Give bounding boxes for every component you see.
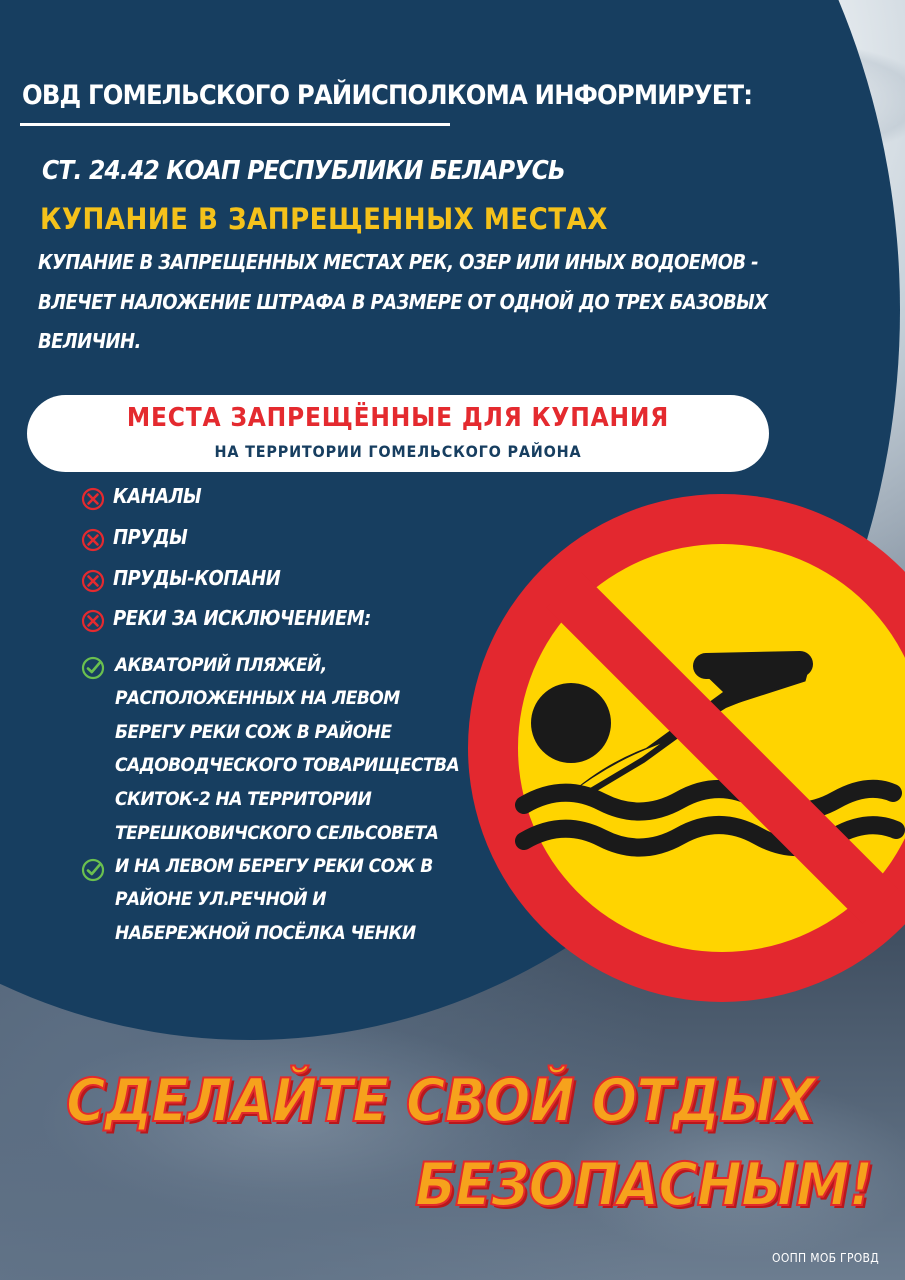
banner-title: МЕСТА ЗАПРЕЩЁННЫЕ ДЛЯ КУПАНИЯ [126,403,670,433]
banner-subtitle: НА ТЕРРИТОРИИ ГОМЕЛЬСКОГО РАЙОНА [214,442,582,461]
slogan-line: БЕЗОПАСНЫМ! [415,1150,873,1220]
banner [27,395,769,472]
exception-line: РАСПОЛОЖЕННЫХ НА ЛЕВОМ [115,687,400,709]
offense-subtitle: КУПАНИЕ В ЗАПРЕЩЕННЫХ МЕСТАХ [40,202,608,236]
exception-line: СКИТОК-2 НА ТЕРРИТОРИИ [115,788,372,810]
exception-line: БЕРЕГУ РЕКИ СОЖ В РАЙОНЕ [115,721,392,743]
exception-line: АКВАТОРИЙ ПЛЯЖЕЙ, [115,654,327,676]
header-title: ОВД ГОМЕЛЬСКОГО РАЙИСПОЛКОМА ИНФОРМИРУЕТ: [22,80,753,111]
check-circle-icon [81,656,105,680]
forbidden-item: ПРУДЫ-КОПАНИ [113,566,281,590]
exception-line: НАБЕРЕЖНОЙ ПОСЁЛКА ЧЕНКИ [115,922,416,944]
x-circle-icon [81,569,105,593]
article-title: СТ. 24.42 КОАП РЕСПУБЛИКИ БЕЛАРУСЬ [42,156,565,186]
forbidden-item: ПРУДЫ [113,525,188,549]
forbidden-item: КАНАЛЫ [113,484,202,508]
slogan-line: СДЕЛАЙТЕ СВОЙ ОТДЫХ [66,1066,815,1136]
x-circle-icon [81,528,105,552]
exception-line: И НА ЛЕВОМ БЕРЕГУ РЕКИ СОЖ В [115,855,433,877]
description-line: КУПАНИЕ В ЗАПРЕЩЕННЫХ МЕСТАХ РЕК, ОЗЕР ИЛИ ИНЫХ ВОДОЕМОВ - [38,250,759,274]
forbidden-item: РЕКИ ЗА ИСКЛЮЧЕНИЕМ: [113,606,371,630]
credit-text: ООПП МОБ ГРОВД [772,1251,879,1265]
description-line: ВЕЛИЧИН. [38,329,141,353]
description-line: ВЛЕЧЕТ НАЛОЖЕНИЕ ШТРАФА В РАЗМЕРЕ ОТ ОДНОЙ ДО ТРЕХ БАЗОВЫХ [38,290,768,314]
exception-line: РАЙОНЕ УЛ.РЕЧНОЙ И [115,888,327,910]
no-swimming-icon [468,494,905,1002]
check-circle-icon [81,858,105,882]
x-circle-icon [81,487,105,511]
exception-line: САДОВОДЧЕСКОГО ТОВАРИЩЕСТВА [115,754,460,776]
header-underline [20,123,450,126]
exception-line: ТЕРЕШКОВИЧСКОГО СЕЛЬСОВЕТА [115,822,439,844]
x-circle-icon [81,609,105,633]
